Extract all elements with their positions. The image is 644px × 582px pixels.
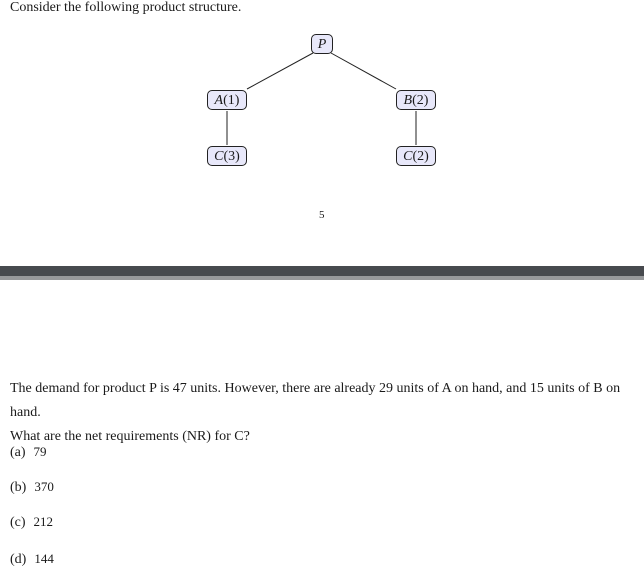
node-c-a-label: C [214,149,224,164]
node-c-b-label: C [403,149,413,164]
node-a [207,90,247,110]
node-a-label: A [214,93,224,108]
node-b-qty: (2) [412,93,429,108]
page-separator-shadow [0,276,644,280]
edge-p-a [247,53,313,89]
option-b-value: 370 [34,479,54,494]
node-c-b-qty: (2) [412,149,429,164]
intro-text: Consider the following product structure. [10,0,242,15]
node-b-label: B [403,93,413,108]
option-a-letter: (a) [10,445,26,460]
page-separator [0,266,644,276]
option-d-value: 144 [34,551,54,566]
node-p-label: P [317,37,327,52]
option-b [10,479,54,496]
node-p [311,34,333,54]
option-a-value: 79 [33,444,47,459]
node-b [396,90,436,110]
option-b-letter: (b) [10,480,27,495]
node-a-qty: (1) [223,93,240,108]
option-c-value: 212 [33,514,54,529]
node-c-a-qty: (3) [223,149,240,164]
option-a [10,444,47,461]
option-c-letter: (c) [10,515,26,530]
question-text [10,377,640,449]
product-structure-diagram [0,0,644,200]
option-d [10,551,54,568]
option-d-letter: (d) [10,552,27,567]
edge-p-b [331,53,396,89]
page-number: 5 [319,209,325,221]
question-line-1: The demand for product P is 47 units. However, there are already 29 units of A on hand, and 15 units of B on hand. [10,381,621,420]
question-line-2: What are the net requirements (NR) for C? [10,429,250,444]
node-c-under-b [396,146,436,166]
node-c-under-a [207,146,247,166]
option-c [10,514,53,531]
